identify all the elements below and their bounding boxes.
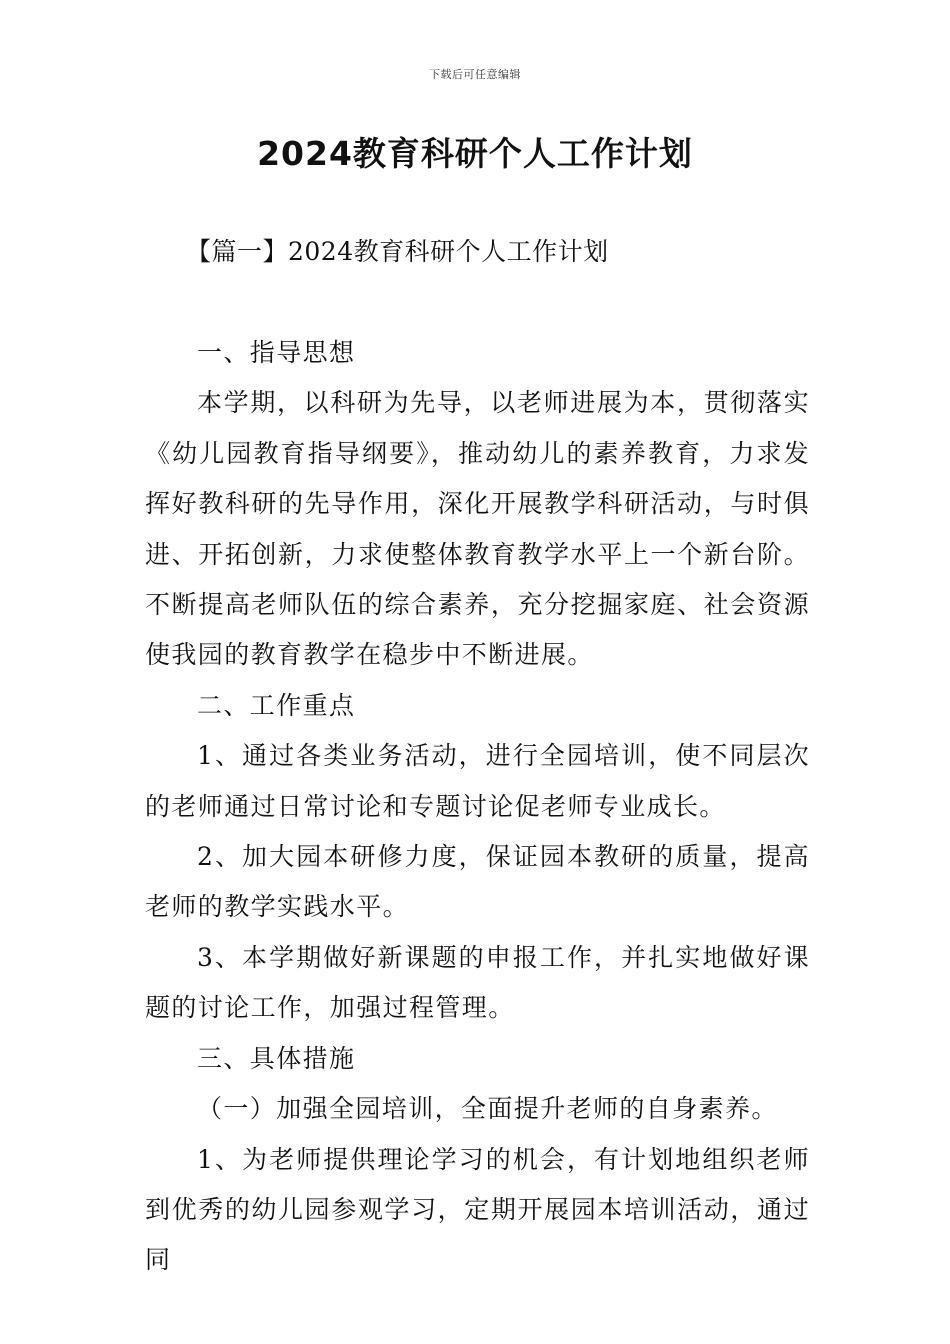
paragraph-focus-3: 3、本学期做好新课题的申报工作，并扎实地做好课题的讨论工作，加强过程管理。 <box>145 942 810 1023</box>
paragraph-guiding-ideology: 本学期，以科研为先导，以老师进展为本，贯彻落实《幼儿园教育指导纲要》，推动幼儿的素养教育，力求发挥好教科研的先导作用，深化开展教学科研活动，与时俱进、开拓创新，力求使整体教育教学水平上一个新台阶。不断提高老师队伍的综合素养，充分挖掘家庭、社会资源使我园的教育教学在稳步中不断进展。 <box>145 388 810 670</box>
paragraph-focus-2: 2、加大园本研修力度，保证园本教研的质量，提高老师的教学实践水平。 <box>145 842 810 922</box>
paragraph-focus-1: 1、通过各类业务活动，进行全园培训，使不同层次的老师通过日常讨论和专题讨论促老师专业成长。 <box>145 741 810 821</box>
heading-guiding-ideology: 一、指导思想 <box>197 338 356 367</box>
document-body <box>145 328 810 1286</box>
heading-work-focus: 二、工作重点 <box>197 690 356 720</box>
section-subtitle: 【篇一】2024教育科研个人工作计划 <box>186 237 609 266</box>
subheading-training: （一）加强全园培训，全面提升老师的自身素养。 <box>197 1094 778 1124</box>
paragraph-measure-1: 1、为老师提供理论学习的机会，有计划地组织老师到优秀的幼儿园参观学习，定期开展园本培训活动，通过同 <box>145 1144 810 1275</box>
document-title: 2024教育科研个人工作计划 <box>257 134 693 173</box>
header-note: 下载后可任意编辑 <box>429 68 521 81</box>
heading-specific-measures: 三、具体措施 <box>197 1043 356 1073</box>
